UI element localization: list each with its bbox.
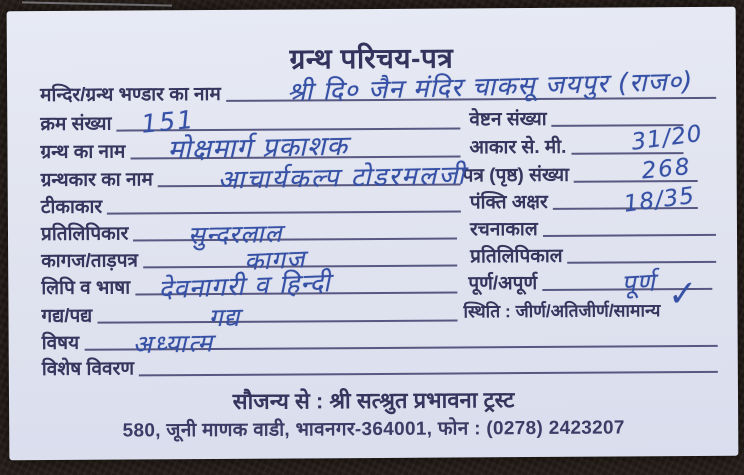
rule-line xyxy=(571,152,683,155)
handwritten-value-granthkar: आचार्यकल्प टोडरमलजी xyxy=(217,160,467,196)
handwritten-value-kagaj: कागज xyxy=(243,244,307,276)
field-label-vishesh: विशेष विवरण xyxy=(41,358,135,381)
field-label-granth-naam: ग्रन्थ का नाम xyxy=(40,141,126,164)
field-label-lipi: लिपि व भाषा xyxy=(41,277,131,300)
field-label-vishay: विषय xyxy=(41,332,80,355)
handwritten-value-purn: पूर्ण xyxy=(620,267,657,299)
field-label-patra: पत्र (पृष्ठ) संख्या xyxy=(462,164,570,187)
field-label-rachnakal: रचनाकाल xyxy=(469,218,538,241)
field-row-pratilipikal xyxy=(470,245,718,269)
footer-address-phone: 580, जूनी माणक वाडी, भावनगर-364001, फोन : (0278) 2423207 xyxy=(122,417,625,442)
field-row-tikakar xyxy=(41,194,463,219)
field-label-purn: पूर्ण/अपूर्ण xyxy=(468,272,538,295)
field-label-kagaj: कागज/ताड़पत्र xyxy=(41,250,139,273)
field-label-granthkar: ग्रन्थकार का नाम xyxy=(40,169,153,192)
field-label-tikakar: टीकाकार xyxy=(40,196,103,219)
footer-trust-name: सौजन्य से : श्री सत्श्रुत प्रभावना ट्रस्ट xyxy=(232,387,515,414)
catalog-card xyxy=(7,7,739,460)
field-row-rachnakal xyxy=(470,218,718,242)
field-label-bhandar: मन्दिर/ग्रन्थ भण्डार का नाम xyxy=(40,83,221,107)
card-title: ग्रन्थ परिचय-पत्र xyxy=(289,42,454,75)
field-label-kram: क्रम संख्या xyxy=(40,113,112,136)
field-row-gadya xyxy=(41,303,459,328)
handwritten-value-bhandar: श्री दि० जैन मंदिर चाकसू जयपुर (राज०) xyxy=(286,66,694,108)
handwritten-value-lipi: देवनागरी व हिन्दी xyxy=(157,268,332,306)
rule-line xyxy=(107,210,461,214)
rule-line xyxy=(568,261,717,264)
handwritten-value-vishay: अध्यात्म xyxy=(132,328,215,360)
handwritten-value-gadya: गद्य xyxy=(208,302,241,333)
field-label-aakar: आकार से. मी. xyxy=(469,136,567,159)
handwritten-value-patra: 268 xyxy=(640,153,693,185)
handwritten-value-aakar: 31/20 xyxy=(629,120,705,156)
check-icon: ✓ xyxy=(667,273,698,315)
field-label-sthiti: स्थिति : जीर्ण/अतिजीर्ण/सामान्य xyxy=(463,300,661,322)
field-label-pratilipikar: प्रतिलिपिकार xyxy=(40,223,129,246)
rule-line xyxy=(133,237,457,241)
rule-line xyxy=(97,319,457,323)
field-label-gadya: गद्य/पद्य xyxy=(41,305,93,328)
field-label-pratilipikal: प्रतिलिपिकाल xyxy=(470,245,563,268)
handwritten-value-pratilipikar: सुन्दरलाल xyxy=(187,218,283,250)
rule-line xyxy=(139,371,718,377)
handwritten-value-kram: 151 xyxy=(140,104,197,139)
field-label-veshtan: वेष्टन संख्या xyxy=(469,108,547,131)
photo-edge-artifact xyxy=(22,1,172,6)
field-label-pankti: पंक्ति अक्षर xyxy=(469,191,548,214)
rule-line xyxy=(543,234,716,237)
handwritten-value-granth-naam: मोक्षमार्ग प्रकाशक xyxy=(167,130,349,166)
handwritten-value-pankti: 18/35 xyxy=(622,182,697,218)
